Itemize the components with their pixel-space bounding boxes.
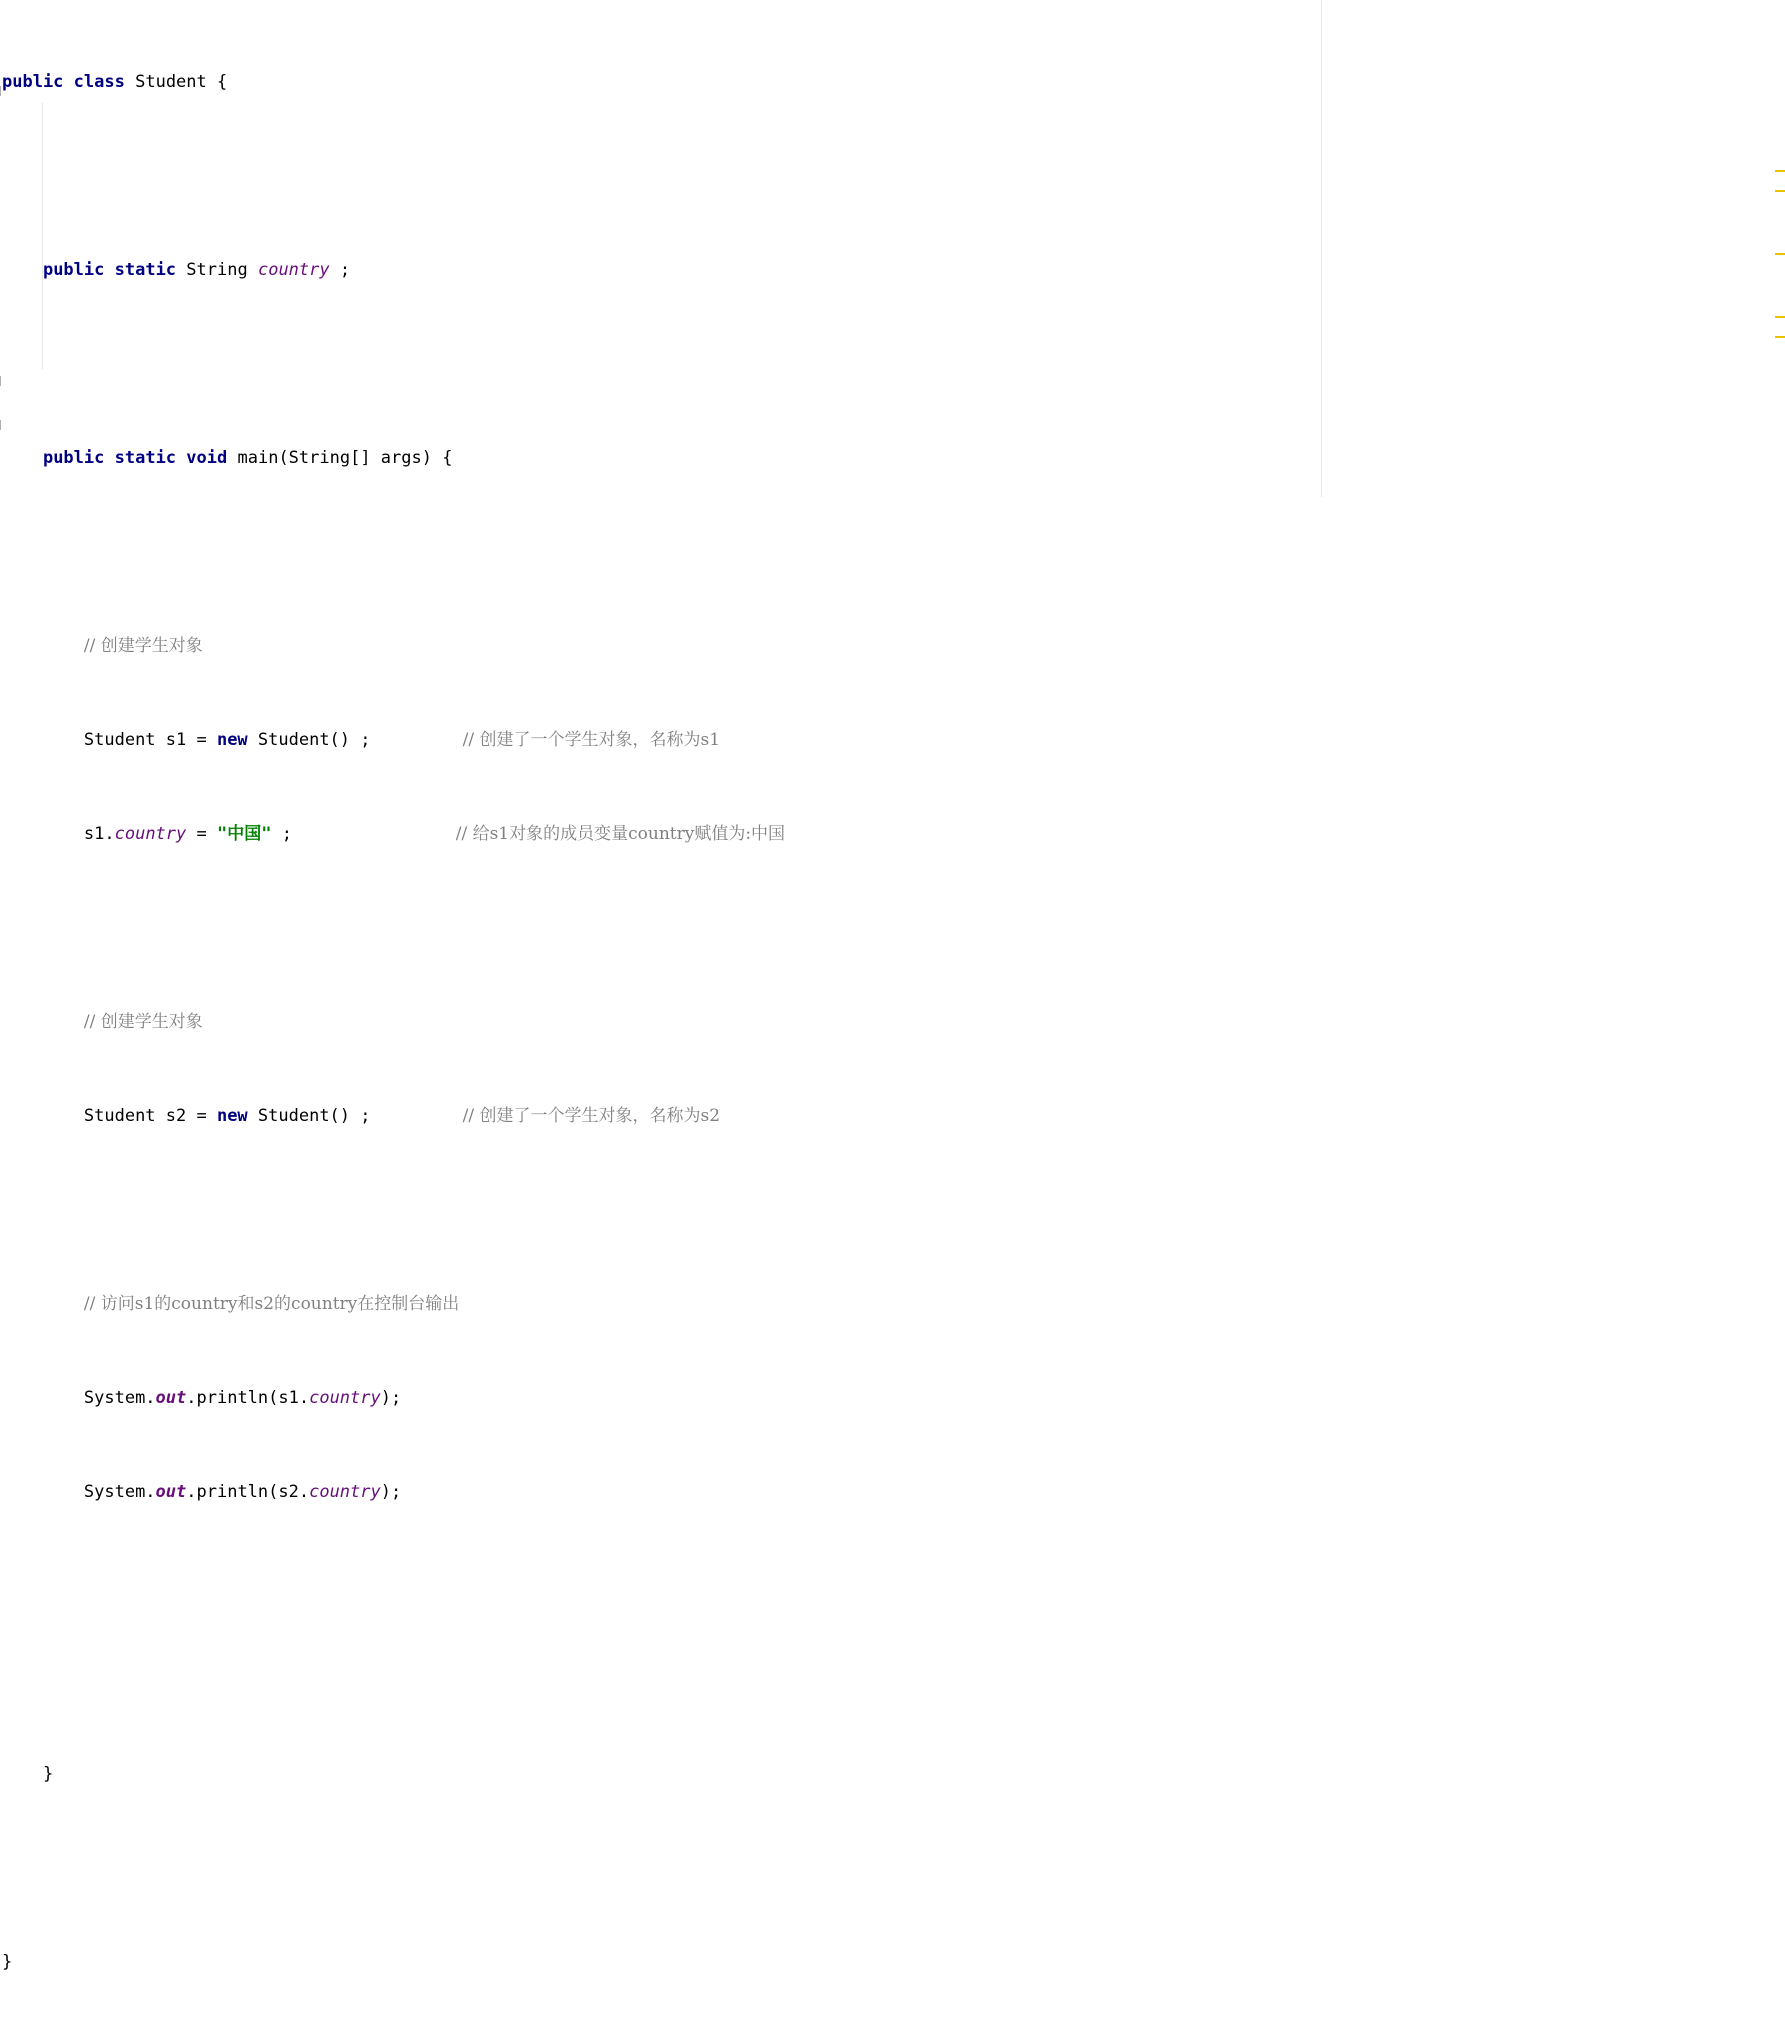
code-line[interactable] (2, 729, 785, 753)
code-line[interactable] (2, 1575, 785, 1599)
comment: // 创建了一个学生对象，名称为s1 (462, 729, 721, 750)
static-field: out (155, 1481, 187, 1502)
comment: // 创建了一个学生对象，名称为s2 (462, 1105, 721, 1126)
code-text-span: s1. (83, 823, 115, 844)
field-name: country (114, 823, 187, 844)
closing-brace: } (2, 1951, 13, 1972)
code-line[interactable] (2, 541, 785, 565)
error-stripe-marker[interactable] (1775, 170, 1785, 172)
code-text-span: System. (83, 1481, 156, 1502)
punctuation: ); (380, 1387, 402, 1408)
punctuation: ; (329, 259, 351, 280)
code-line[interactable] (2, 1387, 785, 1411)
code-text-span: = (186, 823, 217, 844)
code-text-span: Student s2 = (83, 1105, 217, 1126)
code-line[interactable] (2, 1763, 785, 1787)
code-line[interactable] (2, 71, 785, 95)
comment: // 创建学生对象 (83, 1011, 203, 1032)
fold-marker[interactable] (0, 376, 1, 386)
code-text-span: .println(s1. (186, 1387, 310, 1408)
field-name: country (309, 1387, 381, 1408)
comment: // 给s1对象的成员变量country赋值为:中国 (455, 823, 786, 844)
keyword: static (114, 259, 177, 280)
code-line[interactable] (2, 1951, 785, 1975)
keyword: new (216, 729, 248, 750)
code-line[interactable] (2, 1857, 785, 1881)
code-line[interactable] (2, 635, 785, 659)
type-name: String (186, 259, 248, 280)
code-line[interactable] (2, 823, 785, 847)
method-signature: main(String[] args) { (237, 447, 453, 468)
error-stripe-marker[interactable] (1775, 253, 1785, 255)
code-line[interactable] (2, 1011, 785, 1035)
code-line[interactable] (2, 1105, 785, 1129)
code-line[interactable] (2, 1199, 785, 1223)
keyword: public (42, 447, 105, 468)
code-line[interactable] (2, 165, 785, 189)
error-stripe-marker[interactable] (1775, 190, 1785, 192)
right-margin-guide (1321, 0, 1322, 497)
fold-marker[interactable] (0, 86, 1, 96)
string-literal: "中国" (216, 823, 272, 844)
code-text-span: Student() ; (247, 729, 371, 750)
error-stripe-marker[interactable] (1775, 336, 1785, 338)
code-line[interactable] (2, 1293, 785, 1317)
field-name: country (257, 259, 330, 280)
code-line[interactable] (2, 917, 785, 941)
code-line[interactable] (2, 447, 785, 471)
static-field: out (155, 1387, 187, 1408)
keyword: void (186, 447, 228, 468)
field-name: country (309, 1481, 381, 1502)
code-line[interactable] (2, 259, 785, 283)
fold-marker[interactable] (0, 420, 1, 430)
code-text-span: System. (83, 1387, 156, 1408)
code-line[interactable] (2, 1669, 785, 1693)
keyword: class (73, 71, 125, 92)
punctuation: ); (380, 1481, 402, 1502)
code-text-span: Student() ; (247, 1105, 371, 1126)
punctuation: ; (271, 823, 292, 844)
error-stripe-marker[interactable] (1775, 316, 1785, 318)
keyword: public (42, 259, 105, 280)
comment: // 访问s1的country和s2的country在控制台输出 (83, 1293, 460, 1314)
code-line[interactable] (2, 353, 785, 377)
closing-brace: } (42, 1763, 54, 1784)
code-text[interactable] (2, 0, 785, 2021)
code-text-span: Student s1 = (83, 729, 217, 750)
keyword: new (216, 1105, 248, 1126)
code-text-span: .println(s2. (186, 1481, 310, 1502)
comment: // 创建学生对象 (83, 635, 203, 656)
keyword: public (2, 71, 64, 92)
keyword: static (114, 447, 177, 468)
class-name: Student { (135, 71, 228, 92)
code-line[interactable] (2, 1481, 785, 1505)
